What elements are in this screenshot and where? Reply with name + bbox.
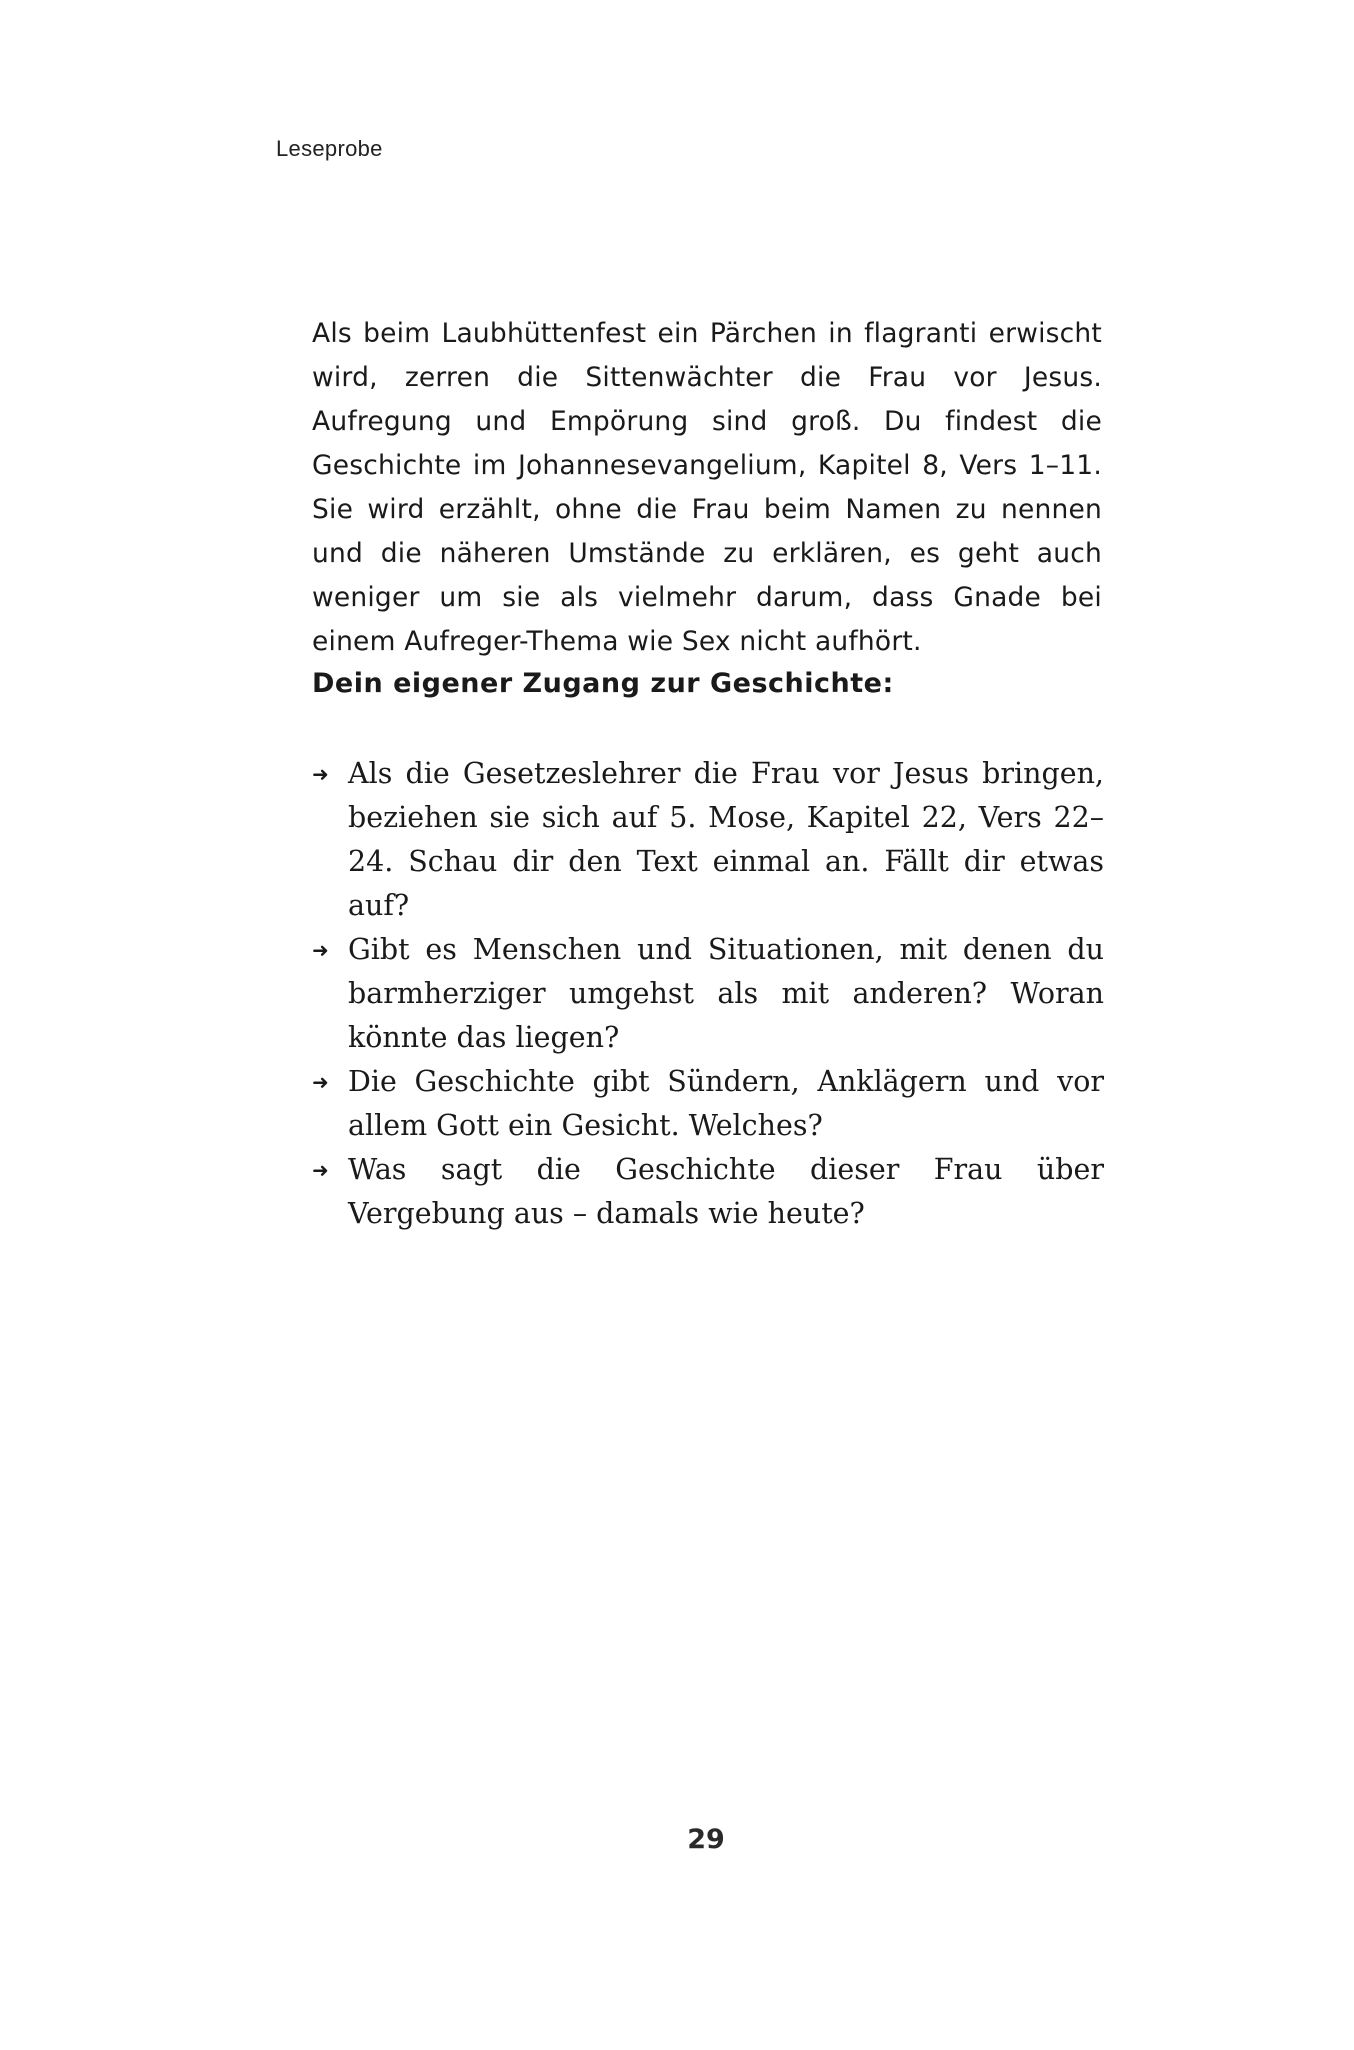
question-item [312,752,1104,928]
arrow-right-icon: ➜ [312,1070,329,1094]
question-text: Gibt es Menschen und Situationen, mit denen du barmherziger umgehst als mit anderen? Woran könnte das liegen? [348,933,1104,1054]
question-text: Die Geschichte gibt Sündern, Anklägern und vor allem Gott ein Gesicht. Welches? [348,1065,1104,1142]
arrow-right-icon: ➜ [312,1158,329,1182]
section-heading: Dein eigener Zugang zur Geschichte: [312,668,894,699]
question-item [312,1148,1104,1236]
intro-paragraph: Als beim Laubhüttenfest ein Pärchen in flagranti erwischt wird, zerren die Sittenwächter die Frau vor Jesus. Aufregung und Empörung sind groß. Du findest die Geschichte im Johannesevangelium, Kapitel 8, Vers 1–11. Sie wird erzählt, ohne die Frau beim Namen zu nennen und die näheren Umstände zu erklären, es geht auch weniger um sie als vielmehr darum, dass Gnade bei einem Aufreger-Thema wie Sex nicht aufhört. [312,318,1102,657]
question-text: Als die Gesetzeslehrer die Frau vor Jesus bringen, beziehen sie sich auf 5. Mose, Kapitel 22, Vers 22–24. Schau dir den Text einmal an. Fällt dir etwas auf? [348,757,1104,922]
question-text: Was sagt die Geschichte dieser Frau über Vergebung aus – damals wie heute? [348,1153,1104,1230]
arrow-right-icon: ➜ [312,762,329,786]
question-item [312,928,1104,1060]
question-item [312,1060,1104,1148]
question-list [312,752,1104,1236]
page-number: 29 [687,1824,725,1855]
running-header: Leseprobe [276,136,383,161]
arrow-right-icon: ➜ [312,938,329,962]
